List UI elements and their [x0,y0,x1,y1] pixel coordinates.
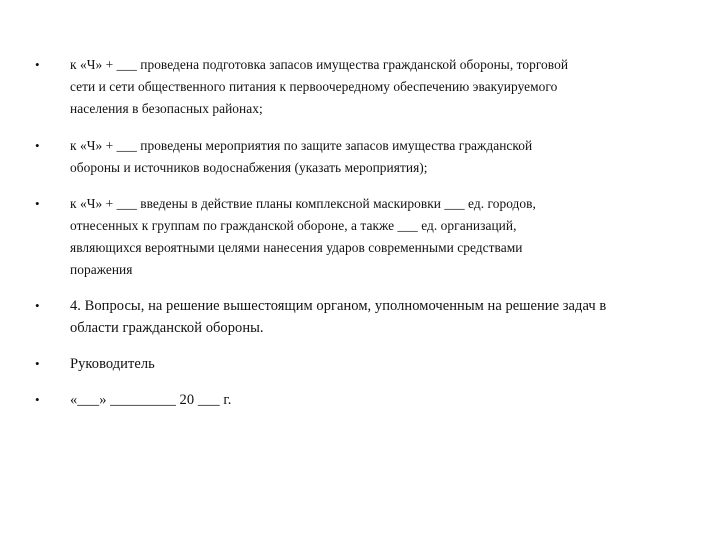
bullet-marker: • [35,196,40,211]
bullet-marker: • [35,138,40,153]
text-line: к «Ч» + ___ введены в действие планы комплексной маскировки ___ ед. городов, [70,196,536,211]
text-line: сети и сети общественного питания к первоочередному обеспечению эвакуируемого [70,79,558,94]
list-item-text [70,135,670,179]
list-item-text [70,54,670,120]
text-line: населения в безопасных районах; [70,101,263,116]
text-line: обороны и источников водоснабжения (указать мероприятия); [70,160,428,175]
bullet-marker: • [35,392,40,407]
text-line: к «Ч» + ___ проведены мероприятия по защите запасов имущества гражданской [70,138,533,153]
list-item-text [70,353,670,375]
list-item-text [70,389,670,411]
text-line: отнесенных к группам по гражданской обороне, а также ___ ед. организаций, [70,218,517,233]
list-item-text [70,193,670,281]
bullet-marker: • [35,298,40,313]
text-line: «___» _________ 20 ___ г. [70,392,232,408]
text-line: Руководитель [70,356,155,372]
list-item-text [70,295,670,339]
bullet-marker: • [35,57,40,72]
text-line: являющихся вероятными целями нанесения ударов современными средствами [70,240,523,255]
text-line: поражения [70,262,133,277]
text-line: к «Ч» + ___ проведена подготовка запасов имущества гражданской обороны, торговой [70,57,569,72]
bullet-marker: • [35,356,40,371]
text-line: 4. Вопросы, на решение вышестоящим органом, уполномоченным на решение задач в [70,298,607,314]
text-line: области гражданской обороны. [70,320,264,336]
